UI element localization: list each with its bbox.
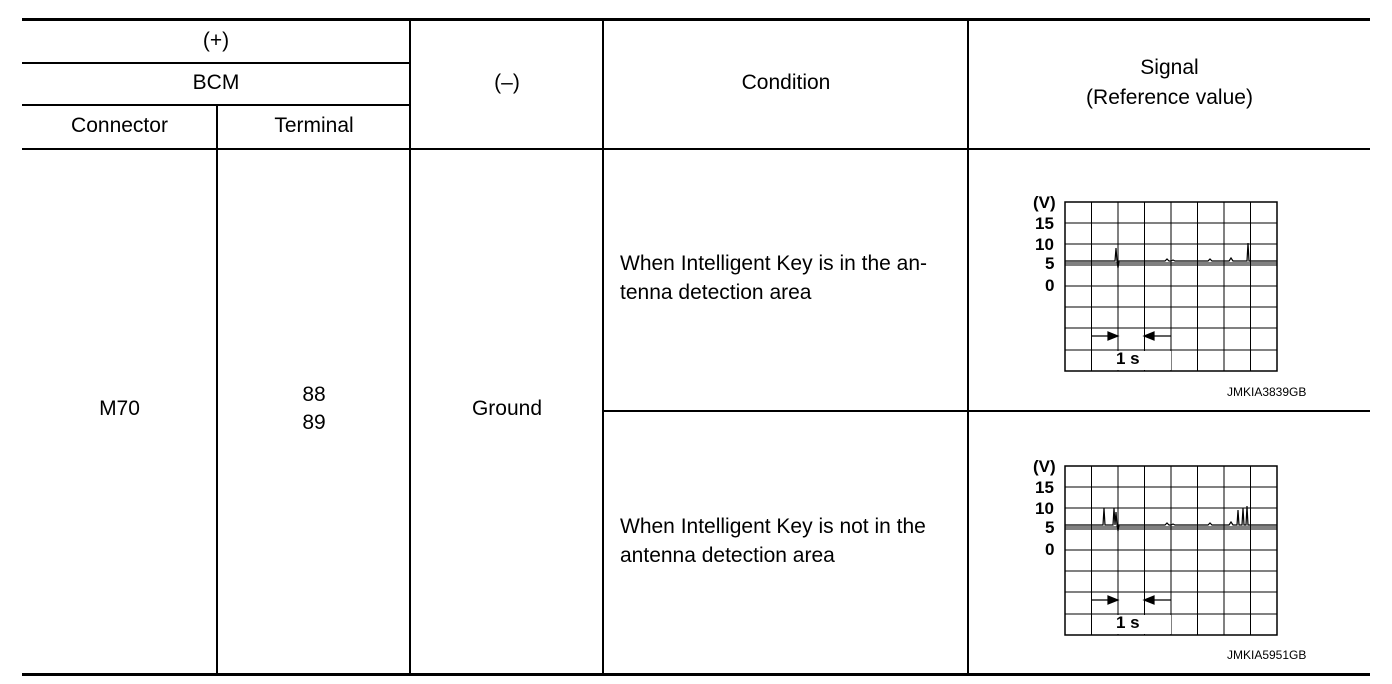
waveform-tick-5: 5 [1045, 518, 1055, 537]
table-top-border [22, 18, 1370, 21]
cell-condition-1-line1: When Intelligent Key is in the an- [620, 252, 928, 275]
waveform-tick-10: 10 [1035, 235, 1054, 254]
time-scale-arrows [1092, 596, 1171, 604]
col-divider-minus [602, 20, 604, 675]
header-bottom-border [22, 148, 1370, 150]
waveform-time-label: 1 s [1116, 613, 1140, 632]
header-divider-plus [22, 62, 410, 64]
header-minus: (–) [494, 71, 520, 94]
row-divider-conditions [603, 410, 1370, 412]
header-condition: Condition [741, 71, 831, 94]
waveform-tick-10: 10 [1035, 499, 1054, 518]
header-signal-reference: (Reference value) [1086, 86, 1253, 109]
waveform-grid [1065, 466, 1277, 635]
waveform-chart-2 [1025, 454, 1285, 644]
waveform-tick-15: 15 [1035, 214, 1054, 233]
header-signal: Signal [1140, 56, 1199, 79]
waveform-tick-0: 0 [1045, 276, 1055, 295]
col-divider-condition [967, 20, 969, 675]
header-connector: Connector [71, 114, 168, 137]
waveform-unit-label: (V) [1033, 193, 1056, 212]
cell-terminal-89: 89 [302, 411, 326, 434]
cell-condition-2-line1: When Intelligent Key is not in the [620, 515, 926, 538]
header-terminal: Terminal [274, 114, 354, 137]
header-plus: (+) [202, 29, 230, 52]
cell-minus-ground: Ground [471, 397, 543, 420]
cell-terminal-88: 88 [302, 383, 326, 406]
waveform-time-label: 1 s [1116, 349, 1140, 368]
header-bcm: BCM [192, 71, 240, 94]
waveform-tick-5: 5 [1045, 254, 1055, 273]
waveform-grid [1065, 202, 1277, 371]
waveform-tick-0: 0 [1045, 540, 1055, 559]
waveform-code-1: JMKIA3839GB [1227, 385, 1307, 399]
table-bottom-border [22, 673, 1370, 676]
time-scale-arrows [1092, 332, 1171, 340]
cell-connector: M70 [99, 397, 140, 420]
cell-condition-1-line2: tenna detection area [620, 281, 812, 304]
waveform-code-2: JMKIA5951GB [1227, 648, 1307, 662]
cell-condition-2-line2: antenna detection area [620, 544, 835, 567]
waveform-unit-label: (V) [1033, 457, 1056, 476]
waveform-chart-1 [1025, 190, 1285, 380]
waveform-tick-15: 15 [1035, 478, 1054, 497]
